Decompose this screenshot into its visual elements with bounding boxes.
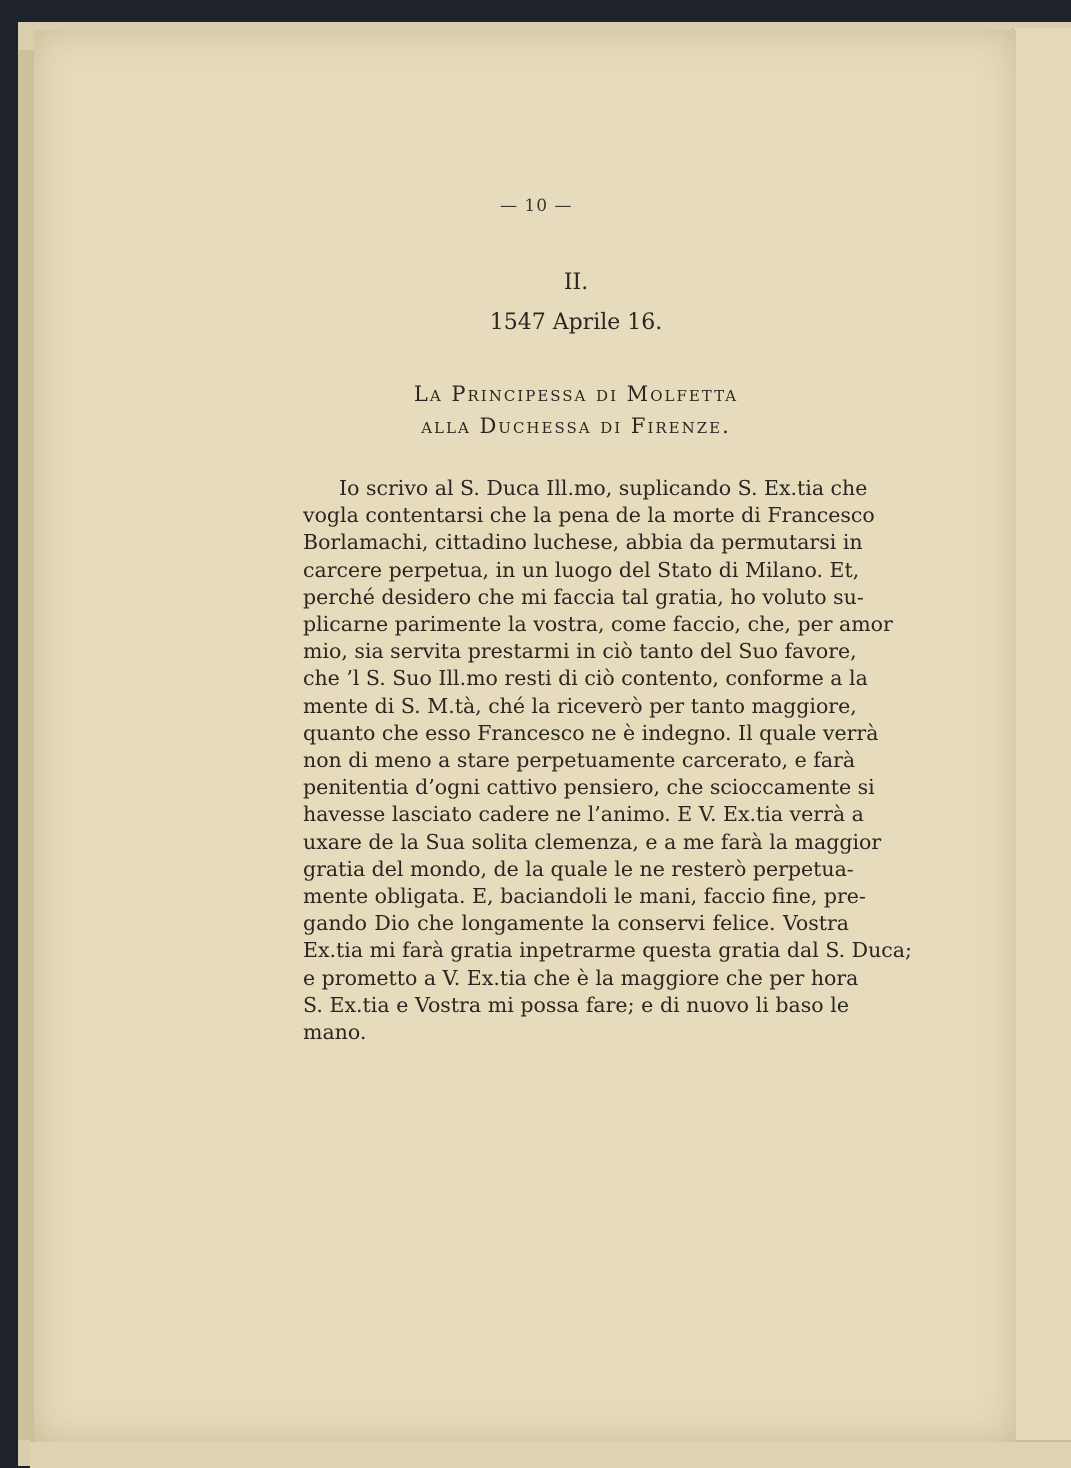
body-line: Borlamachi, cittadino luchese, abbia da permutarsi in: [303, 530, 863, 555]
body-line: gando Dio che longamente la conservi felice. Vostra: [303, 911, 849, 936]
body-line: S. Ex.tia e Vostra mi possa fare; e di nuovo li baso le: [303, 992, 849, 1017]
body-line: mente di S. M.tà, ché la riceverò per tanto maggiore,: [303, 693, 857, 718]
body-line: mano.: [303, 1020, 367, 1045]
body-line: havesse lasciato cadere ne l’animo. E V. Ex.tia verrà a: [303, 802, 864, 827]
body-line: non di meno a stare perpetuamente carcerato, e farà: [303, 748, 856, 773]
body-line: mio, sia servita prestarmi in ciò tanto del Suo favore,: [303, 639, 857, 664]
body-line: Ex.tia mi farà gratia inpetrarme questa gratia dal S. Duca;: [303, 938, 912, 963]
letter-heading-recipient: alla Duchessa di Firenze.: [421, 414, 731, 438]
body-line: che ’l S. Suo Ill.mo resti di ciò contento, conforme a la: [303, 666, 868, 691]
body-line: e prometto a V. Ex.tia che è la maggiore che per hora: [303, 965, 859, 990]
body-line: plicarne parimente la vostra, come faccio, che, per amor: [303, 612, 893, 637]
body-line: uxare de la Sua solita clemenza, e a me farà la maggior: [303, 829, 882, 854]
page-number: — 10 —: [500, 196, 573, 216]
letter-heading-sender: La Principessa di Molfetta: [413, 382, 739, 406]
letter-date: 1547 Aprile 16.: [489, 310, 663, 335]
body-line: mente obligata. E, baciandoli le mani, faccio fine, pre-: [303, 884, 866, 909]
body-line: gratia del mondo, de la quale le ne resterò perpetua-: [303, 856, 854, 881]
body-line: vogla contentarsi che la pena de la morte di Francesco: [303, 503, 875, 528]
body-line: perché desidero che mi faccia tal gratia, ho voluto su-: [303, 584, 864, 609]
body-line: carcere perpetua, in un luogo del Stato di Milano. Et,: [303, 557, 860, 582]
body-line: penitentia d’ogni cattivo pensiero, che scioccamente si: [303, 775, 875, 800]
body-line: Io scrivo al S. Duca Ill.mo, suplicando S. Ex.tia che: [339, 476, 868, 500]
letter-body: [303, 475, 912, 1046]
body-line: quanto che esso Francesco ne è indegno. Il quale verrà: [303, 720, 879, 745]
section-numeral: II.: [563, 270, 589, 295]
